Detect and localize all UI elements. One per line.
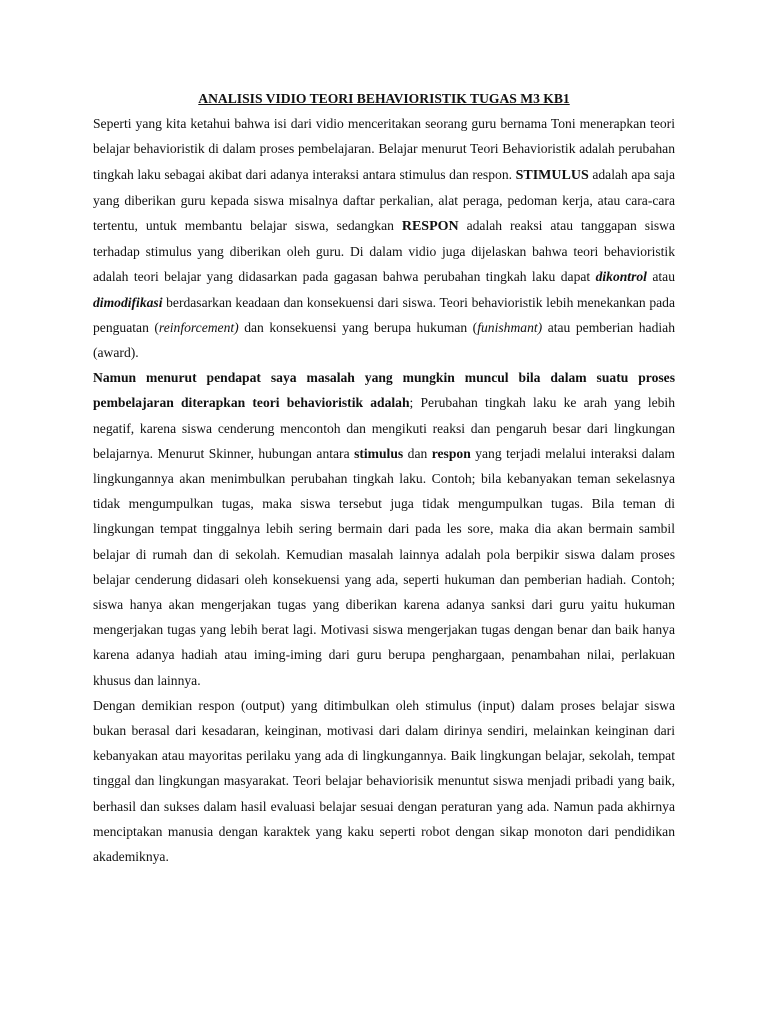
p1-text-2: adalah apa saja yang diberikan guru kepada siswa misalnya daftar perkalian, alat peraga, pedoman kerja, atau cara-cara tertentu, untuk membantu belajar siswa, sedangkan (93, 166, 675, 234)
respon-caps-term: RESPON (401, 219, 459, 235)
paragraph-1 (93, 111, 675, 365)
funishmant-term: funishmant) (477, 319, 543, 335)
p1-text-6: dan konsekuensi yang berupa hukuman ( (238, 319, 478, 335)
p2-text-1: ; Perubahan tingkah laku ke arah yang lebih negatif, karena siswa cenderung mencontoh dan mengikuti reaksi dan pengaruh besar dari lingkungan belajarnya. Menurut Skinner, hubungan antara (93, 395, 675, 461)
p1-text-7: atau pemberian hadiah (award). (93, 319, 675, 361)
p1-text-4: atau (646, 269, 675, 285)
stimulus-caps-term: STIMULUS (515, 167, 589, 183)
respon-term: respon (431, 445, 471, 461)
dimodifikasi-term: dimodifikasi (93, 294, 163, 310)
paragraph-3: Dengan demikian respon (output) yang ditimbulkan oleh stimulus (input) dalam proses belajar siswa bukan berasal dari kesadaran, keinginan, motivasi dari dalam dirinya sendiri, melainkan keinginan dari kebanyakan atau mayoritas perilaku yang ada di lingkungannya. Baik lingkungan belajar, sekolah, tempat tinggal dan lingkungan masyarakat. Teori belajar behaviorisik menuntut siswa menjadi pribadi yang baik, berhasil dan sukses dalam hasil evaluasi belajar sesuai dengan peraturan yang ada. Namun pada akhirnya menciptakan manusia dengan karaktek yang kaku seperti robot dengan sikap monoton dari pendidikan akademiknya. (93, 697, 675, 865)
p2-bold-lead: Namun menurut pendapat saya masalah yang mungkin muncul bila dalam suatu proses pembelajaran diterapkan teori behavioristik adalah (93, 370, 675, 411)
p1-text-3: adalah reaksi atau tanggapan siswa terhadap stimulus yang diberikan oleh guru. Di dalam vidio juga dijelaskan bahwa teori behavioristik adalah teori belajar yang didasarkan pada gagasan bahwa perubahan tingkah laku dapat (93, 218, 675, 285)
stimulus-term: stimulus (354, 445, 404, 461)
dikontrol-term: dikontrol (595, 269, 647, 285)
paragraph-2 (93, 365, 675, 693)
document-page (93, 86, 675, 869)
p2-text-2: dan (403, 445, 432, 461)
p1-text-5: berdasarkan keadaan dan konsekuensi dari siswa. Teori behavioristik lebih menekankan pada penguatan ( (93, 294, 675, 335)
document-title: ANALISIS VIDIO TEORI BEHAVIORISTIK TUGAS M3 KB1 (198, 91, 570, 106)
reinforcement-term: reinforcement) (158, 319, 239, 335)
p2-text-3: yang terjadi melalui interaksi dalam lingkungannya akan menimbulkan perubahan tingkah laku. Contoh; bila kebanyakan teman sekelasnya tidak mengumpulkan tugas, maka siswa tersebut juga tidak mengumpulkan tugas. Bila teman di lingkungan tempat tinggalnya lebih sering bermain dari pada les sore, maka dia akan bermain sambil belajar di rumah dan di sekolah. Kemudian masalah lainnya adalah pola berpikir siswa dalam proses belajar cenderung didasari oleh konsekuensi yang ada, seperti hukuman dan pemberian hadiah. Contoh; siswa hanya akan mengerjakan tugas yang diberikan karena adanya sanksi dari guru yaitu hukuman mengerjakan tugas yang lebih berat lagi. Motivasi siswa mengerjakan tugas dengan benar dan baik hanya karena adanya hadiah atau iming-iming dari guru berupa penghargaan, penambahan nilai, perlakuan khusus dan lainnya. (93, 445, 675, 688)
p1-text-1: Seperti yang kita ketahui bahwa isi dari vidio menceritakan seorang guru bernama Toni menerapkan teori belajar behavioristik di dalam proses pembelajaran. Belajar menurut Teori Behavioristik adalah perubahan tingkah laku sebagai akibat dari adanya interaksi antara stimulus dan respon. (93, 116, 675, 182)
